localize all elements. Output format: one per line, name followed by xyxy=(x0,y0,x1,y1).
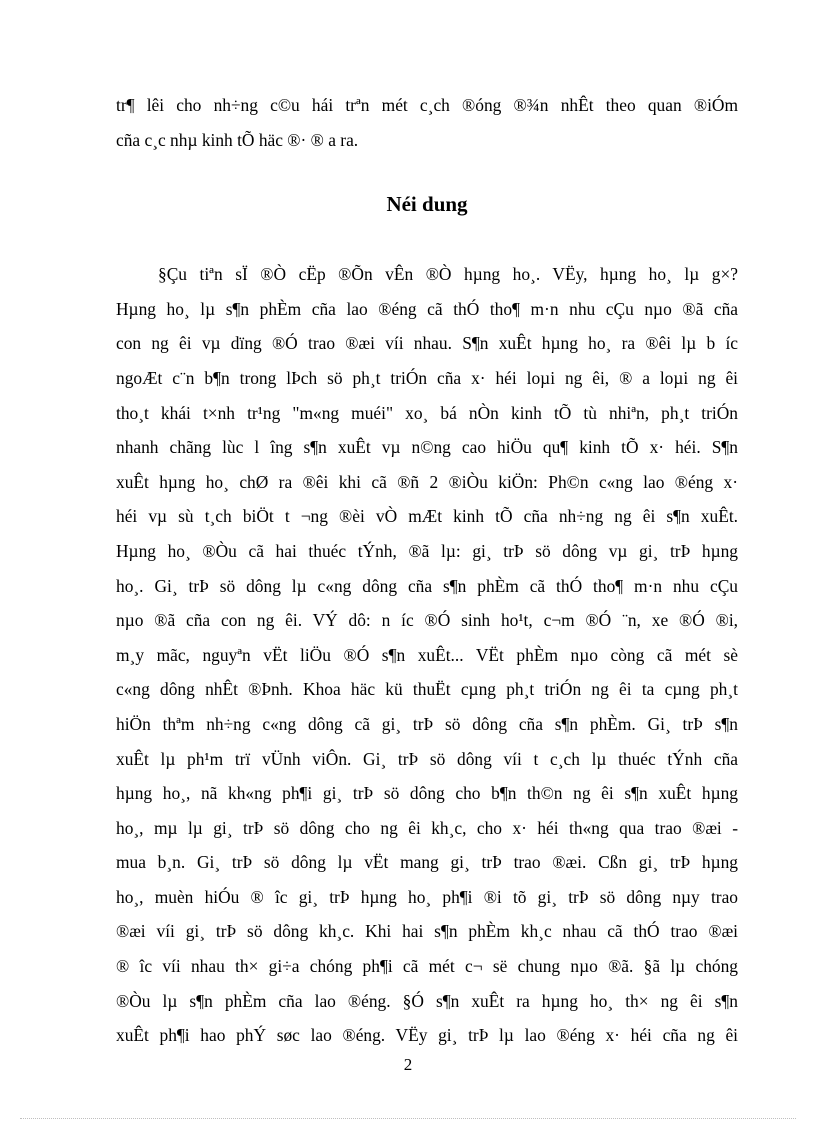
text-line: xuÊt ph¶i hao phÝ søc lao ®éng. VËy gi¸ trÞ lµ lao ®éng x· héi cña ng êi xyxy=(116,1025,738,1046)
text-line: ®æi víi gi¸ trÞ sö dông kh¸c. Khi hai s¶n phÈm kh¸c nhau cã thÓ trao ®æi xyxy=(116,921,738,942)
text-line: c«ng dông nhÊt ®Þnh. Khoa häc kü thuËt cµng ph¸t triÓn ng êi ta cµng ph¸t xyxy=(116,679,738,700)
text-line: tr¶ lêi cho nh÷ng c©u hái trªn mét c¸ch ®óng ®¾n nhÊt theo quan ®iÓm xyxy=(116,95,738,115)
text-line: xuÊt lµ ph¹m trï vÜnh viÔn. Gi¸ trÞ sö dông víi t c¸ch lµ thuéc tÝnh cña xyxy=(116,748,738,769)
page-divider xyxy=(20,1118,796,1119)
text-line: ho¸, muèn hiÓu ® îc gi¸ trÞ hµng ho¸ ph¶i ®i tõ gi¸ trÞ sö dông nµy trao xyxy=(116,886,738,907)
text-line: ®Òu lµ s¶n phÈm cña lao ®éng. §Ó s¶n xuÊt ra hµng ho¸ th× ng êi s¶n xyxy=(116,990,738,1011)
text-line: ngoÆt c¨n b¶n trong lÞch sö ph¸t triÓn cña x· héi loµi ng êi, ® a loµi ng êi xyxy=(116,367,738,388)
text-line: Hµng ho¸ lµ s¶n phÈm cña lao ®éng cã thÓ tho¶ m·n nhu cÇu nµo ®ã cña xyxy=(116,298,738,319)
section-heading: Néi dung xyxy=(386,192,468,217)
text-line: tho¸t khái t×nh tr¹ng "m«ng muéi" xo¸ bá nÒn kinh tÕ tù nhiªn, ph¸t triÓn xyxy=(116,402,738,423)
text-line: cña c¸c nhµ kinh tÕ häc ®· ® a ra. xyxy=(116,129,359,150)
body-paragraph xyxy=(116,257,738,1053)
text-line: héi vµ sù t¸ch biÖt t ¬ng ®èi vÒ mÆt kinh tÕ cña nh÷ng ng êi s¶n xuÊt. xyxy=(116,506,738,527)
text-line: nµo ®ã cña con ng êi. VÝ dô: n íc ®Ó sinh ho¹t, c¬m ®Ó ¨n, xe ®Ó ®i, xyxy=(116,610,738,631)
page-content xyxy=(116,88,738,1053)
text-line: mua b¸n. Gi¸ trÞ sö dông lµ vËt mang gi¸ trÞ trao ®æi. Cßn gi¸ trÞ hµng xyxy=(116,852,738,873)
text-line: xuÊt hµng ho¸ chØ ra ®êi khi cã ®ñ 2 ®iÒu kiÖn: Ph©n c«ng lao ®éng x· xyxy=(116,471,738,492)
text-line: §Çu tiªn sÏ ®Ò cËp ®Õn vÊn ®Ò hµng ho¸. VËy, hµng ho¸ lµ g×? xyxy=(158,264,738,285)
text-line: m¸y mãc, nguyªn vËt liÖu ®Ó s¶n xuÊt... VËt phÈm nµo còng cã mét sè xyxy=(116,644,738,665)
text-line: ® îc víi nhau th× gi÷a chóng ph¶i cã mét c¬ së chung nµo ®ã. §ã lµ chóng xyxy=(116,956,738,977)
text-line: Hµng ho¸ ®Òu cã hai thuéc tÝnh, ®ã lµ: gi¸ trÞ sö dông vµ gi¸ trÞ hµng xyxy=(116,540,738,561)
text-line: con ng êi vµ dïng ®Ó trao ®æi víi nhau. S¶n xuÊt hµng ho¸ ra ®êi lµ b íc xyxy=(116,333,738,354)
text-line: nhanh chãng lùc l îng s¶n xuÊt vµ n©ng cao hiÖu qu¶ kinh tÕ x· héi. S¶n xyxy=(116,437,738,458)
text-line: ho¸. Gi¸ trÞ sö dông lµ c«ng dông cña s¶n phÈm cã thÓ tho¶ m·n nhu cÇu xyxy=(116,575,738,596)
page-number: 2 xyxy=(403,1055,413,1074)
text-line: hiÖn thªm nh÷ng c«ng dông cã gi¸ trÞ sö dông cña s¶n phÈm. Gi¸ trÞ s¶n xyxy=(116,713,738,734)
intro-paragraph xyxy=(116,88,738,157)
text-line: hµng ho¸, nã kh«ng ph¶i gi¸ trÞ sö dông cho b¶n th©n ng êi s¶n xuÊt hµng xyxy=(116,783,738,804)
text-line: ho¸, mµ lµ gi¸ trÞ sö dông cho ng êi kh¸c, cho x· héi th«ng qua trao ®æi - xyxy=(116,817,738,838)
